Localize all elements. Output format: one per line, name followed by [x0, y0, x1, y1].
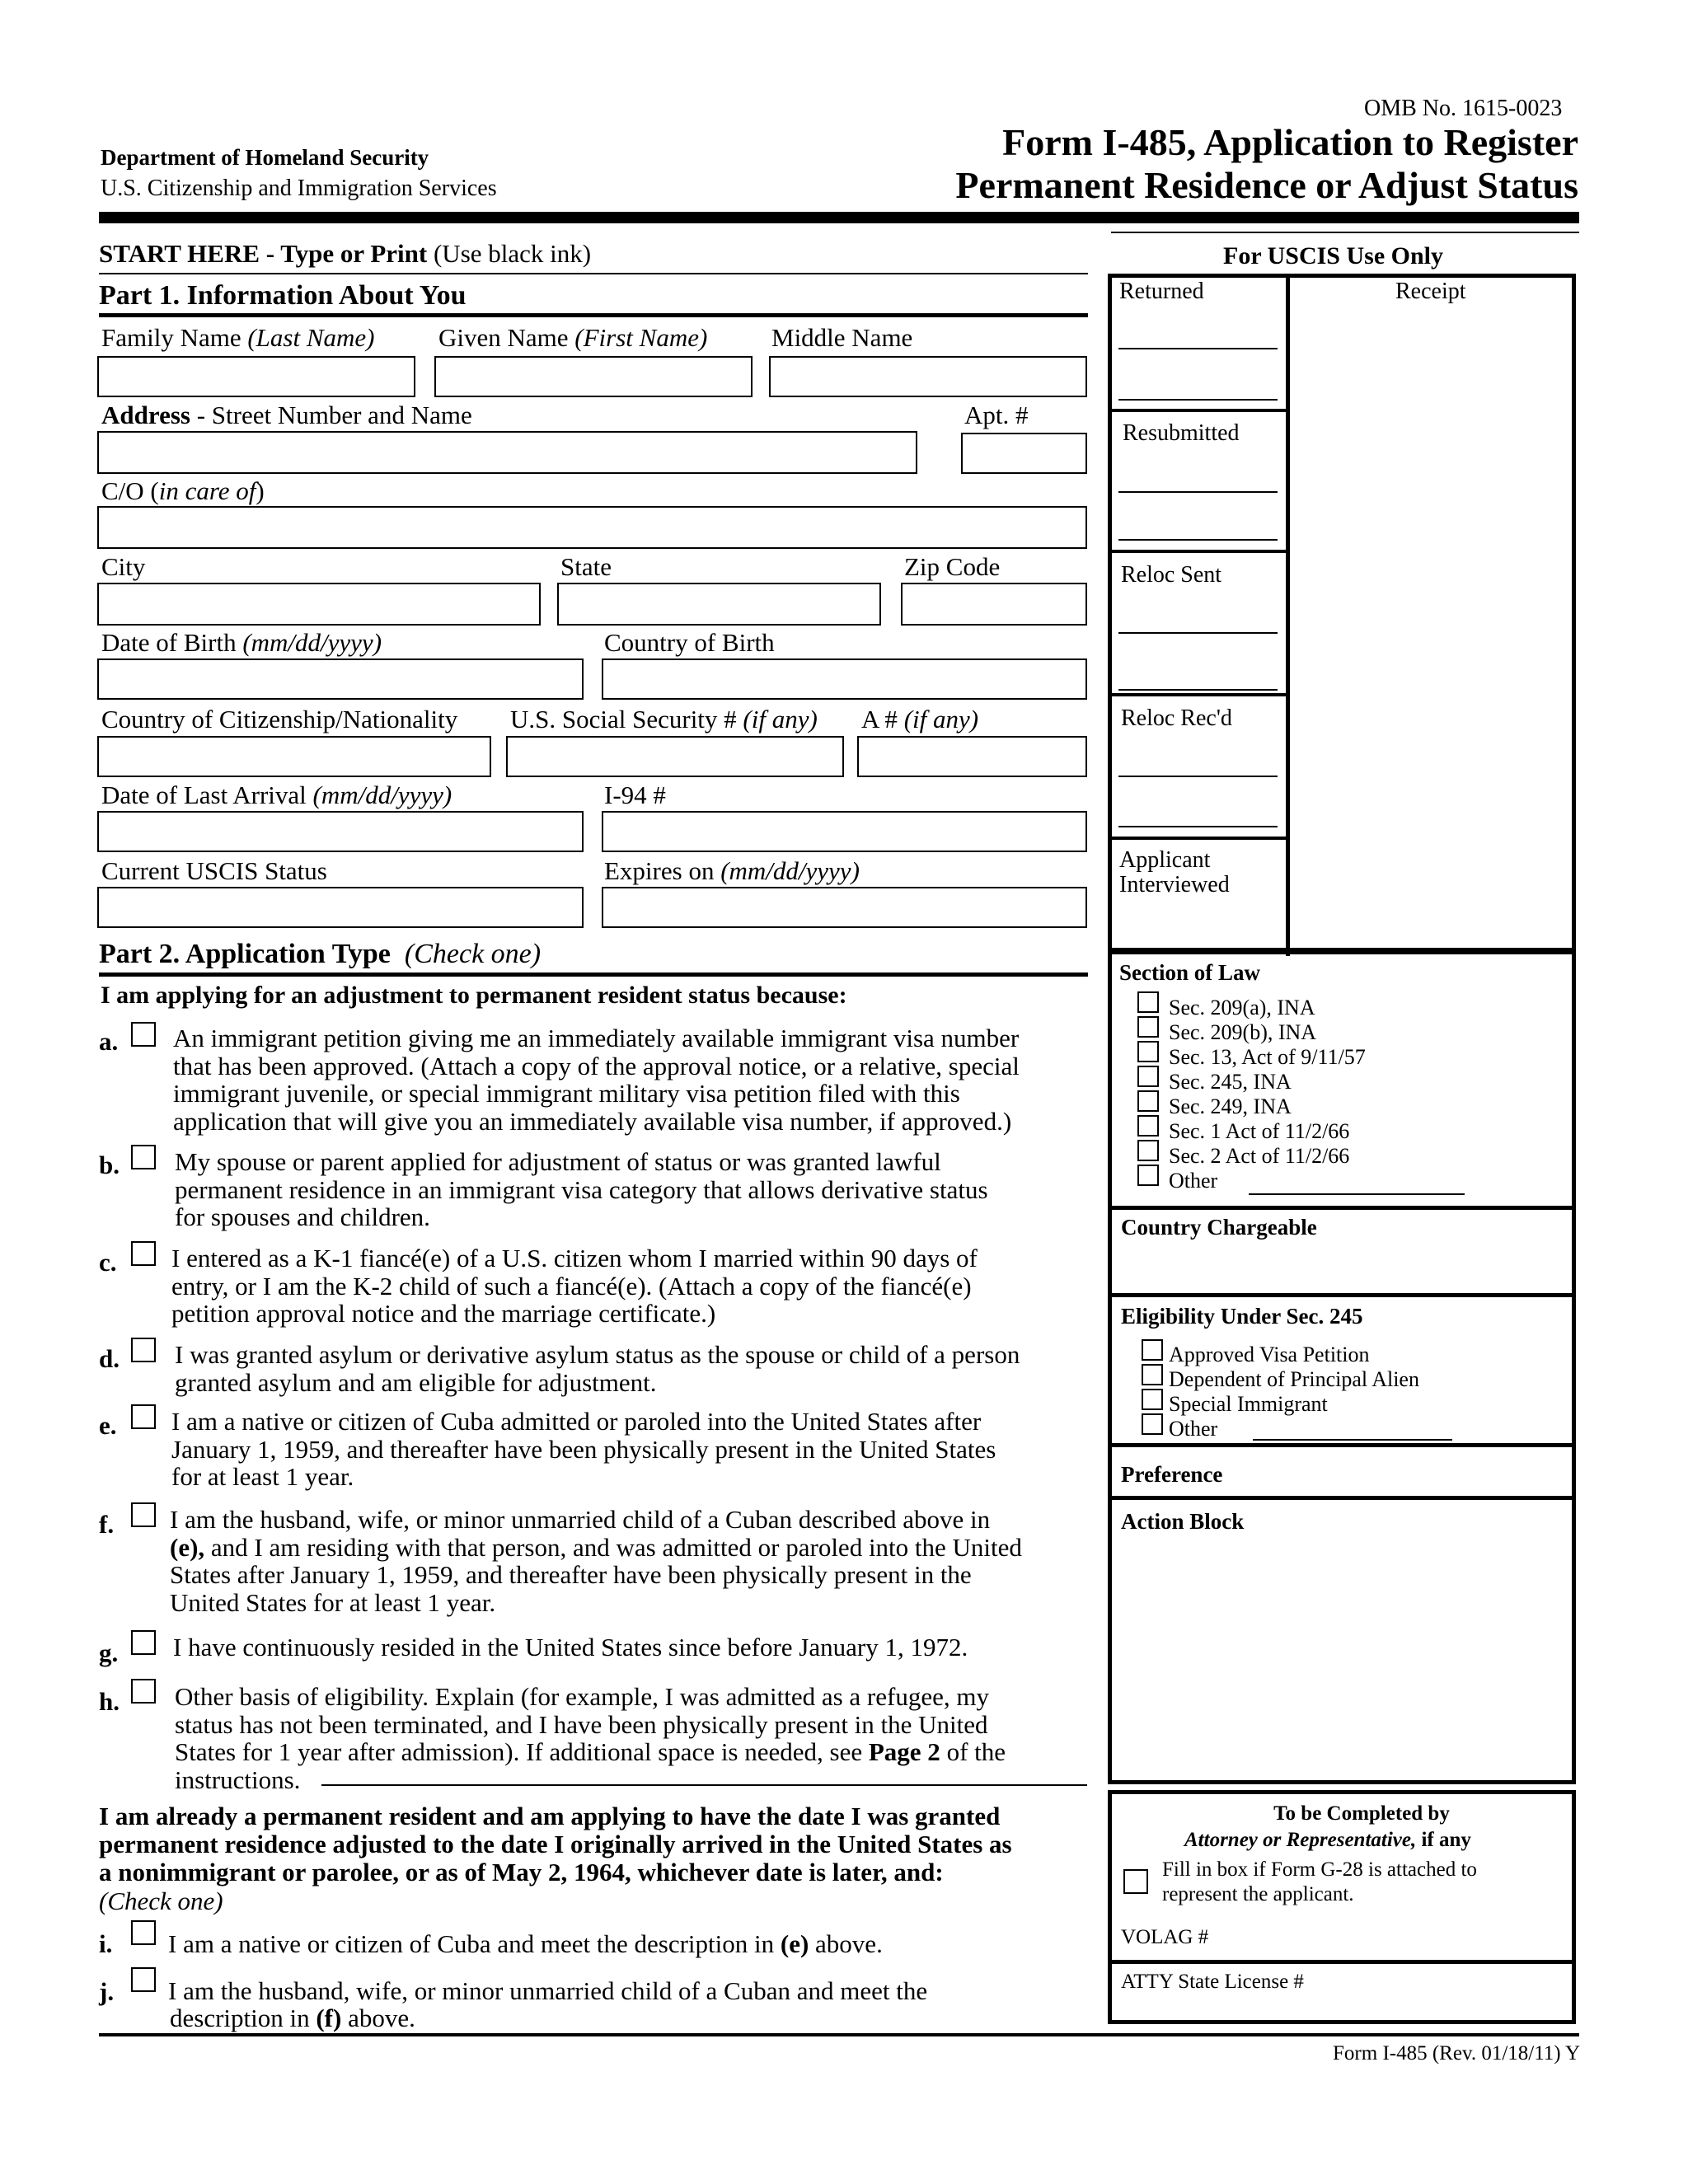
agency-name: U.S. Citizenship and Immigration Services	[101, 176, 497, 201]
attorney-subtitle	[1184, 1830, 1471, 1850]
attorney-italic: Attorney or Representative,	[1184, 1829, 1417, 1851]
option-f-line: I am the husband, wife, or minor unmarried child of a Cuban described above in	[170, 1505, 991, 1534]
part2-heading	[99, 940, 541, 968]
given-name-label	[438, 325, 707, 350]
option-e-line: I am a native or citizen of Cuba admitted or paroled into the United States after	[171, 1407, 982, 1436]
form-title-line2: Permanent Residence or Adjust Status	[955, 164, 1578, 206]
resubmitted-line[interactable]	[1118, 539, 1278, 541]
option-d-line: granted asylum and am eligible for adjustment.	[175, 1367, 657, 1397]
eligibility-checkbox[interactable]	[1142, 1364, 1163, 1385]
option-b-checkbox[interactable]	[131, 1145, 156, 1169]
part1-heading: Part 1. Information About You	[99, 280, 467, 311]
family-name-label	[101, 325, 375, 350]
option-j-letter: j.	[99, 1977, 115, 2006]
start-here-bold: START HERE - Type or Print	[99, 239, 428, 268]
law-item: Sec. 245, INA	[1169, 1070, 1292, 1094]
co-open: C/O (	[101, 476, 159, 505]
option-j-line2	[170, 2005, 415, 2031]
law-item: Sec. 13, Act of 9/11/57	[1169, 1045, 1366, 1069]
eligibility-label: Eligibility Under Sec. 245	[1121, 1304, 1363, 1329]
option-e-line: for at least 1 year.	[171, 1462, 354, 1491]
department-name: Department of Homeland Security	[101, 145, 429, 170]
option-i-bold-ref: (e)	[780, 1929, 809, 1958]
option-f-bold-ref: (e),	[170, 1532, 205, 1562]
expires-text: Expires on	[604, 856, 715, 885]
tracking-row-divider	[1108, 837, 1287, 840]
part2-rule	[99, 972, 1088, 977]
part1-top-rule	[99, 273, 1088, 274]
law-item: Other	[1169, 1169, 1218, 1193]
option-i-letter: i.	[99, 1929, 113, 1958]
ssn-field[interactable]	[506, 736, 844, 777]
returned-label: Returned	[1119, 279, 1204, 304]
option-c-letter: c.	[99, 1248, 117, 1277]
ssn-text: U.S. Social Security #	[510, 705, 737, 733]
volag-divider	[1108, 1960, 1576, 1964]
tracking-row-divider	[1108, 693, 1287, 696]
attorney-title-text: To be Completed by	[1273, 1802, 1450, 1825]
uscis-status-field[interactable]	[97, 887, 584, 928]
option-g-checkbox[interactable]	[131, 1630, 156, 1655]
co-label	[101, 478, 265, 504]
dob-text: Date of Birth	[101, 628, 237, 657]
option-h-line: status has not been terminated, and I have been physically present in the United	[175, 1709, 988, 1739]
returned-line[interactable]	[1118, 348, 1278, 349]
option-h-line: instructions.	[175, 1765, 301, 1794]
given-name-text: Given Name	[438, 323, 569, 352]
arrival-text: Date of Last Arrival	[101, 780, 307, 809]
resubmitted-line[interactable]	[1118, 491, 1278, 493]
option-f-line: States after January 1, 1959, and thereafter have been physically present in the	[170, 1560, 972, 1589]
form-footer: Form I-485 (Rev. 01/18/11) Y	[1333, 2042, 1580, 2064]
reloc-recd-line[interactable]	[1118, 776, 1278, 777]
citizenship-field[interactable]	[97, 736, 491, 777]
eligibility-checkbox[interactable]	[1142, 1339, 1163, 1361]
co-note: in care of	[158, 476, 256, 505]
law-checkbox[interactable]	[1137, 1016, 1159, 1038]
country-birth-field[interactable]	[602, 658, 1087, 700]
option-j-checkbox[interactable]	[131, 1967, 156, 1992]
option-f-line: United States for at least 1 year.	[170, 1587, 496, 1617]
eligibility-item: Other	[1169, 1417, 1218, 1441]
ssn-label	[510, 706, 818, 732]
form-title-line1: Form I-485, Application to Register	[1002, 121, 1578, 163]
option-a-line: immigrant juvenile, or special immigrant military visa petition filed with this	[173, 1079, 960, 1108]
option-h-line: Other basis of eligibility. Explain (for example, I was admitted as a refugee, my	[175, 1682, 989, 1711]
tracking-row-divider	[1108, 550, 1287, 553]
zip-field[interactable]	[901, 583, 1087, 626]
preference-label: Preference	[1121, 1462, 1223, 1487]
option-i-text	[168, 1931, 883, 1957]
option-j-line1: I am the husband, wife, or minor unmarried child of a Cuban and meet the	[168, 1976, 928, 2005]
arrival-note: (mm/dd/yyyy)	[312, 780, 452, 809]
eligibility-checkbox[interactable]	[1142, 1389, 1163, 1410]
option-c-line: I entered as a K-1 fiancé(e) of a U.S. citizen whom I married within 90 days of	[171, 1244, 978, 1272]
law-checkbox[interactable]	[1137, 991, 1159, 1013]
already-check-note: (Check one)	[99, 1886, 223, 1915]
option-g-line: I have continuously resided in the United States since before January 1, 1972.	[173, 1633, 968, 1661]
option-g-letter: g.	[99, 1638, 119, 1667]
law-checkbox[interactable]	[1137, 1090, 1159, 1112]
reloc-recd-label: Reloc Rec'd	[1121, 705, 1232, 731]
omb-number: OMB No. 1615-0023	[1364, 96, 1563, 121]
middle-name-field[interactable]	[769, 356, 1087, 397]
zip-label: Zip Code	[904, 552, 1001, 581]
header-thick-rule	[99, 212, 1579, 223]
part1-bottom-rule	[99, 313, 1088, 317]
option-b-line: My spouse or parent applied for adjustment of status or was granted lawful	[175, 1147, 941, 1176]
given-name-note: (First Name)	[574, 323, 708, 352]
law-other-line[interactable]	[1249, 1193, 1465, 1195]
option-c-text	[171, 1244, 978, 1328]
apt-label: Apt. #	[964, 401, 1029, 429]
expires-field[interactable]	[602, 887, 1087, 928]
address-rest: - Street Number and Name	[196, 401, 472, 429]
a-number-note: (if any)	[903, 705, 979, 733]
address-bold: Address	[101, 401, 190, 429]
eligibility-item: Special Immigrant	[1169, 1392, 1328, 1416]
option-j-post: above.	[341, 2004, 415, 2032]
family-name-field[interactable]	[97, 356, 415, 397]
g28-line1: Fill in box if Form G-28 is attached to	[1162, 1858, 1477, 1881]
state-field[interactable]	[557, 583, 881, 626]
action-block-label: Action Block	[1121, 1509, 1245, 1534]
option-j-pre: description in	[170, 2004, 316, 2032]
option-a-line: that has been approved. (Attach a copy of the approval notice, or a relative, special	[173, 1051, 1020, 1080]
resubmitted-label: Resubmitted	[1123, 420, 1240, 446]
reloc-sent-line[interactable]	[1118, 632, 1278, 634]
option-c-checkbox[interactable]	[131, 1241, 156, 1266]
option-h-text	[175, 1683, 1006, 1793]
uscis-use-heading: For USCIS Use Only	[1223, 242, 1443, 269]
state-label: State	[560, 552, 612, 581]
law-divider	[1108, 1206, 1576, 1210]
tracking-row-divider	[1108, 409, 1287, 412]
family-name-note: (Last Name)	[247, 323, 375, 352]
interviewed-label-1: Applicant	[1119, 847, 1211, 873]
option-c-line: petition approval notice and the marriage certificate.)	[171, 1299, 716, 1328]
chargeable-divider	[1108, 1293, 1576, 1297]
option-a-line: An immigrant petition giving me an immediately available immigrant visa number	[173, 1024, 1020, 1052]
option-f-checkbox[interactable]	[131, 1502, 156, 1527]
citizenship-label: Country of Citizenship/Nationality	[101, 705, 458, 733]
city-field[interactable]	[97, 583, 541, 626]
option-e-line: January 1, 1959, and thereafter have been physically present in the United States	[171, 1434, 996, 1464]
law-item: Sec. 2 Act of 11/2/66	[1169, 1144, 1350, 1168]
g28-checkbox[interactable]	[1123, 1869, 1148, 1894]
option-h-checkbox[interactable]	[131, 1679, 156, 1704]
option-h-bold-ref: Page 2	[868, 1737, 940, 1766]
law-checkbox[interactable]	[1137, 1066, 1159, 1087]
dob-label	[101, 630, 382, 655]
start-here	[99, 241, 591, 266]
already-line: a nonimmigrant or parolee, or as of May 2, 1964, whichever date is later, and:	[99, 1858, 944, 1886]
option-b-line: for spouses and children.	[175, 1202, 430, 1231]
option-d-checkbox[interactable]	[131, 1338, 156, 1362]
attorney-title	[0, 1803, 1688, 1824]
atty-license-label: ATTY State License #	[1121, 1971, 1304, 1993]
law-item: Sec. 209(a), INA	[1169, 996, 1315, 1019]
option-d-text	[175, 1341, 1020, 1396]
option-i-pre: I am a native or citizen of Cuba and meet the description in	[168, 1929, 781, 1958]
option-g-text	[173, 1633, 968, 1661]
option-h-letter: h.	[99, 1687, 120, 1716]
i94-field[interactable]	[602, 811, 1087, 852]
receipt-divider	[1286, 274, 1290, 956]
expires-note: (mm/dd/yyyy)	[720, 856, 860, 885]
status-label: Current USCIS Status	[101, 856, 327, 885]
dob-field[interactable]	[97, 658, 584, 700]
given-name-field[interactable]	[434, 356, 753, 397]
eligibility-divider	[1108, 1443, 1576, 1447]
option-e-text	[171, 1408, 996, 1491]
address-label	[101, 402, 472, 428]
ssn-note: (if any)	[743, 705, 818, 733]
start-here-note: (Use black ink)	[433, 239, 592, 268]
returned-line[interactable]	[1118, 399, 1278, 401]
dob-note: (mm/dd/yyyy)	[242, 628, 382, 657]
reloc-recd-line[interactable]	[1118, 826, 1278, 827]
eligibility-item: Approved Visa Petition	[1169, 1343, 1370, 1366]
arrival-date-field[interactable]	[97, 811, 584, 852]
part2-heading-note: (Check one)	[404, 939, 542, 969]
receipt-label: Receipt	[1395, 279, 1466, 304]
country-chargeable-label: Country Chargeable	[1121, 1215, 1317, 1240]
i94-label: I-94 #	[604, 780, 666, 809]
option-a-checkbox[interactable]	[131, 1022, 156, 1047]
expires-label	[604, 858, 860, 883]
apt-field[interactable]	[961, 433, 1087, 474]
co-close: )	[256, 476, 265, 505]
already-line: permanent residence adjusted to the date I originally arrived in the United States as	[99, 1830, 1012, 1858]
arrival-label	[101, 782, 452, 808]
option-e-checkbox[interactable]	[131, 1404, 156, 1429]
law-checkbox[interactable]	[1137, 1115, 1159, 1137]
option-a-line: application that will give you an immediately available visa number, if approved.)	[173, 1106, 1012, 1136]
preference-divider	[1108, 1496, 1576, 1500]
family-name-text: Family Name	[101, 323, 241, 352]
option-e-letter: e.	[99, 1411, 117, 1440]
page-bottom-rule	[99, 2033, 1579, 2036]
law-item: Sec. 1 Act of 11/2/66	[1169, 1119, 1350, 1143]
reloc-sent-line[interactable]	[1118, 689, 1278, 691]
option-h-line-3: States for 1 year after admission). If additional space is needed, see Page 2 of the	[175, 1737, 1006, 1766]
already-line: I am already a permanent resident and am applying to have the date I was granted	[99, 1802, 1001, 1830]
a-number-field[interactable]	[857, 736, 1087, 777]
part2-heading-text: Part 2. Application Type	[99, 939, 391, 969]
part2-intro: I am applying for an adjustment to permanent resident status because:	[101, 982, 847, 1009]
option-b-letter: b.	[99, 1151, 120, 1179]
law-item: Sec. 249, INA	[1169, 1094, 1292, 1118]
option-b-text	[175, 1148, 988, 1231]
attorney-rest: if any	[1416, 1829, 1471, 1851]
eligibility-item: Dependent of Principal Alien	[1169, 1367, 1419, 1391]
a-number-label	[861, 706, 978, 732]
interviewed-label-2: Interviewed	[1119, 872, 1230, 898]
reloc-sent-label: Reloc Sent	[1121, 562, 1222, 588]
law-item: Sec. 209(b), INA	[1169, 1020, 1317, 1044]
option-d-line: I was granted asylum or derivative asylum status as the spouse or child of a person	[175, 1340, 1020, 1369]
a-number-text: A #	[861, 705, 898, 733]
option-b-line: permanent residence in an immigrant visa category that allows derivative status	[175, 1174, 988, 1204]
section-law-label: Section of Law	[1119, 960, 1260, 985]
uscis-thin-rule	[1111, 232, 1579, 233]
g28-line2: represent the applicant.	[1162, 1883, 1354, 1905]
law-checkbox[interactable]	[1137, 1041, 1159, 1062]
option-h-explain-line[interactable]	[321, 1784, 1087, 1786]
country-birth-label: Country of Birth	[604, 628, 775, 657]
law-checkbox[interactable]	[1137, 1165, 1159, 1186]
option-d-letter: d.	[99, 1344, 120, 1373]
eligibility-checkbox[interactable]	[1142, 1413, 1163, 1435]
law-checkbox[interactable]	[1137, 1140, 1159, 1161]
city-label: City	[101, 552, 146, 581]
volag-label: VOLAG #	[1121, 1926, 1209, 1948]
eligibility-other-line[interactable]	[1253, 1439, 1452, 1441]
option-f-text	[170, 1506, 1022, 1616]
middle-name-label: Middle Name	[771, 323, 913, 352]
option-i-checkbox[interactable]	[131, 1920, 156, 1945]
option-a-letter: a.	[99, 1027, 119, 1056]
option-f-line-2: (e), and I am residing with that person, and was admitted or paroled into the United	[170, 1532, 1022, 1562]
care-of-field[interactable]	[97, 506, 1087, 549]
option-a-text	[173, 1024, 1020, 1135]
option-j-bold-ref: (f)	[316, 2004, 342, 2032]
option-i-post: above.	[809, 1929, 883, 1958]
option-c-line: entry, or I am the K-2 child of such a fiancé(e). (Attach a copy of the fiancé(e)	[171, 1271, 972, 1301]
option-f-letter: f.	[99, 1510, 115, 1539]
street-address-field[interactable]	[97, 431, 917, 474]
